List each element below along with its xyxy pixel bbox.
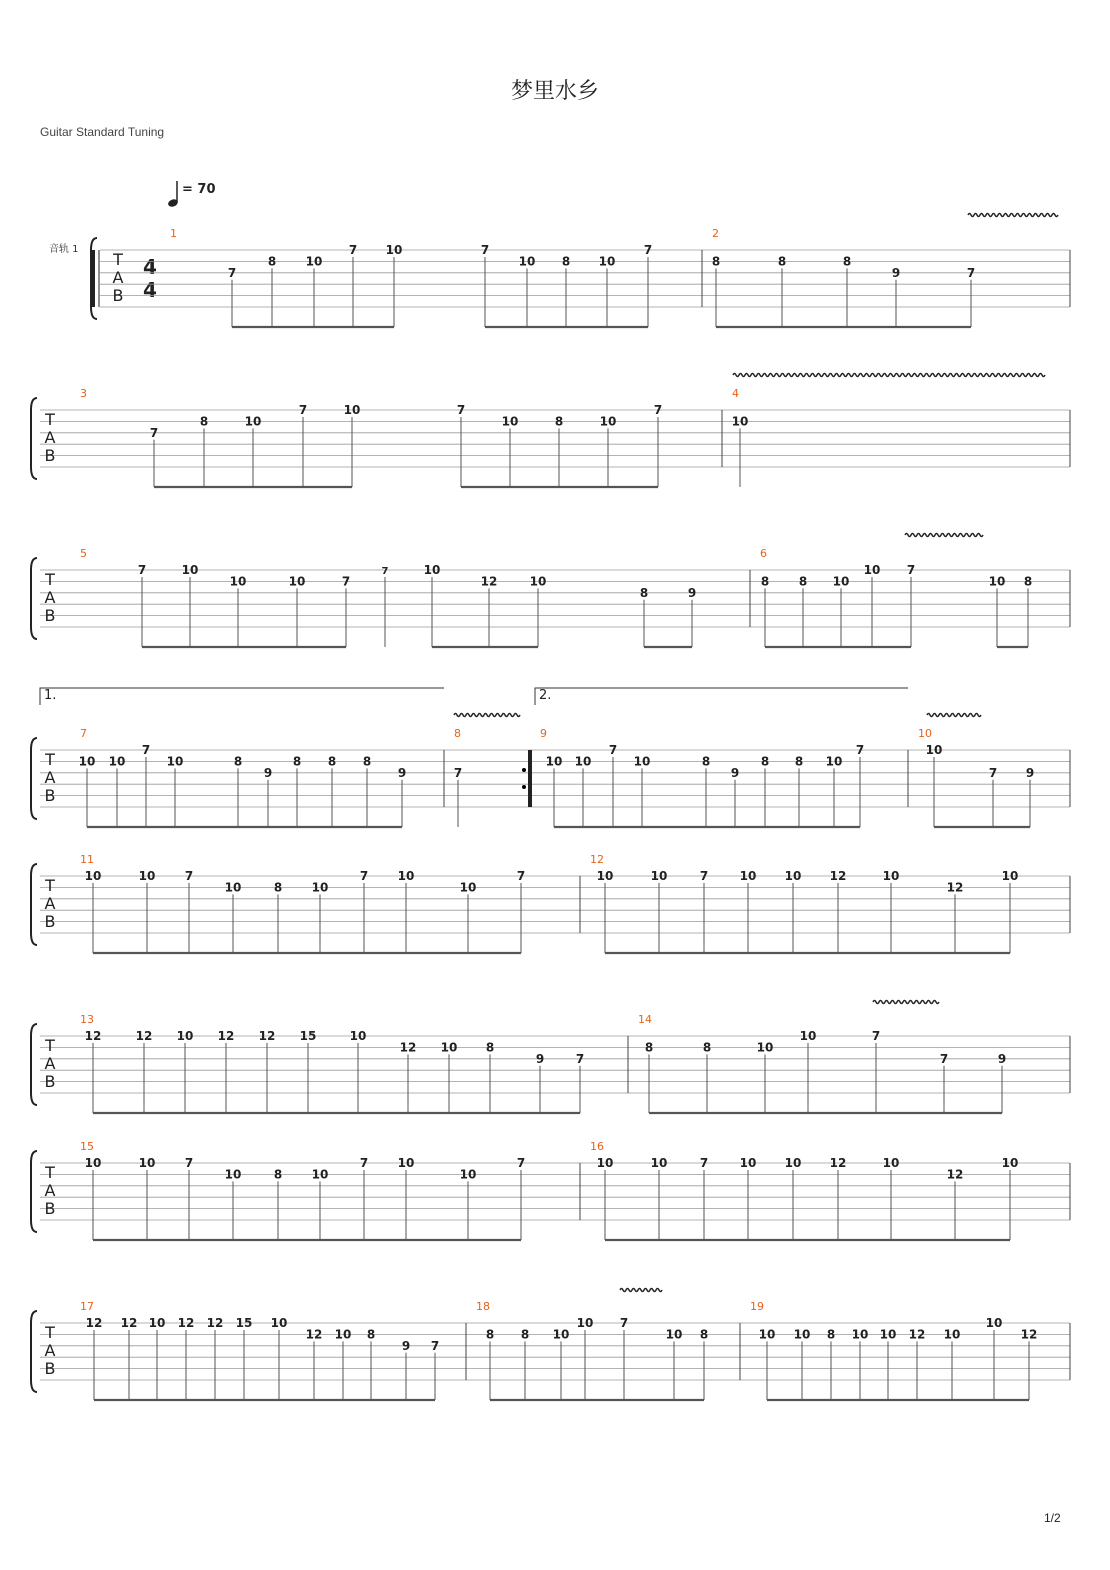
fret-number: 8 bbox=[292, 754, 302, 769]
fret-number: 10 bbox=[784, 1156, 802, 1170]
fret-number: 9 bbox=[730, 765, 740, 780]
fret-number: 10 bbox=[343, 403, 361, 417]
fret-number: 9 bbox=[687, 585, 697, 600]
fret-number: 10 bbox=[793, 1327, 811, 1342]
fret-number: 10 bbox=[825, 754, 843, 769]
fret-number: 7 bbox=[643, 243, 653, 257]
fret-number: 7 bbox=[184, 869, 194, 883]
fret-number: 7 bbox=[653, 403, 663, 417]
tab-clef-letter: T bbox=[45, 750, 55, 769]
tab-clef-letter: A bbox=[44, 428, 56, 447]
fret-number: 9 bbox=[891, 265, 901, 280]
fret-number: 10 bbox=[440, 1040, 458, 1055]
fret-number: 10 bbox=[799, 1029, 817, 1043]
tab-clef-letter: B bbox=[44, 1199, 56, 1218]
fret-number: 10 bbox=[176, 1029, 194, 1043]
fret-number: 7 bbox=[359, 869, 369, 883]
tab-clef-letter: A bbox=[44, 1054, 56, 1073]
vibrato-mark bbox=[733, 374, 1045, 377]
bar-number: 16 bbox=[590, 1140, 604, 1153]
vibrato-mark bbox=[905, 534, 983, 537]
bar-number: 2 bbox=[712, 227, 719, 240]
tab-clef-letter: A bbox=[44, 1181, 56, 1200]
fret-number: 8 bbox=[702, 1040, 712, 1055]
fret-number: 10 bbox=[985, 1316, 1003, 1330]
fret-number: 10 bbox=[397, 869, 415, 883]
page-number: 1/2 bbox=[1044, 1511, 1061, 1525]
fret-number: 10 bbox=[943, 1327, 961, 1342]
fret-number: 12 bbox=[908, 1327, 926, 1342]
tab-system bbox=[31, 727, 1070, 827]
fret-number: 10 bbox=[731, 414, 749, 429]
fret-number: 12 bbox=[217, 1029, 235, 1043]
fret-number: 12 bbox=[946, 880, 964, 895]
fret-number: 7 bbox=[149, 425, 159, 440]
fret-number: 10 bbox=[863, 563, 881, 577]
fret-number: 10 bbox=[739, 1156, 757, 1170]
fret-number: 8 bbox=[362, 754, 372, 769]
fret-number: 12 bbox=[399, 1040, 417, 1055]
system-bracket bbox=[31, 1024, 37, 1105]
tab-clef-letter: T bbox=[113, 250, 123, 269]
fret-number: 7 bbox=[699, 1156, 709, 1170]
fret-number: 7 bbox=[871, 1029, 881, 1043]
tab-system bbox=[31, 1300, 1070, 1400]
fret-number: 12 bbox=[85, 1316, 103, 1330]
fret-number: 8 bbox=[233, 754, 243, 769]
fret-number: 10 bbox=[224, 880, 242, 895]
bar-number: 11 bbox=[80, 853, 94, 866]
fret-number: 7 bbox=[137, 563, 147, 577]
fret-number: 10 bbox=[1001, 869, 1019, 883]
tab-system bbox=[31, 1013, 1070, 1113]
tab-clef-letter: B bbox=[112, 286, 124, 305]
fret-number: 8 bbox=[520, 1327, 530, 1342]
fret-number: 10 bbox=[423, 563, 441, 577]
tab-clef-letter: A bbox=[44, 768, 56, 787]
system-bracket bbox=[31, 738, 37, 819]
tab-system bbox=[31, 547, 1070, 647]
bar-number: 17 bbox=[80, 1300, 94, 1313]
fret-number: 8 bbox=[561, 254, 571, 269]
vibrato-mark bbox=[968, 214, 1058, 217]
fret-number: 12 bbox=[829, 869, 847, 883]
fret-number: 9 bbox=[401, 1338, 411, 1353]
system-bracket bbox=[31, 1151, 37, 1232]
fret-number: 10 bbox=[84, 869, 102, 883]
fret-number: 10 bbox=[988, 574, 1006, 589]
tab-clef-letter: A bbox=[112, 268, 124, 287]
tab-clef-letter: T bbox=[45, 570, 55, 589]
track-label: 音轨 1 bbox=[49, 244, 79, 255]
fret-number: 8 bbox=[798, 574, 808, 589]
tempo-marking bbox=[167, 181, 215, 208]
tab-clef-letter: T bbox=[45, 1323, 55, 1342]
tab-clef-letter: B bbox=[44, 1359, 56, 1378]
fret-number: 15 bbox=[235, 1316, 253, 1330]
fret-number: 12 bbox=[206, 1316, 224, 1330]
fret-number: 10 bbox=[758, 1327, 776, 1342]
fret-number: 7 bbox=[341, 574, 351, 589]
fret-number: 10 bbox=[166, 754, 184, 769]
fret-number: 8 bbox=[267, 254, 277, 269]
tab-clef-letter: T bbox=[45, 1036, 55, 1055]
tab-clef-letter: A bbox=[44, 894, 56, 913]
tab-clef-letter: B bbox=[44, 912, 56, 931]
fret-number: 7 bbox=[480, 243, 490, 257]
fret-number: 7 bbox=[619, 1316, 629, 1330]
fret-number: 12 bbox=[177, 1316, 195, 1330]
fret-number: 7 bbox=[227, 265, 237, 280]
fret-number: 12 bbox=[480, 574, 498, 589]
fret-number: 12 bbox=[258, 1029, 276, 1043]
bar-number: 3 bbox=[80, 387, 87, 400]
fret-number: 7 bbox=[453, 765, 463, 780]
fret-number: 10 bbox=[459, 880, 477, 895]
fret-number: 12 bbox=[305, 1327, 323, 1342]
vibrato-mark bbox=[454, 714, 520, 717]
fret-number: 7 bbox=[348, 243, 358, 257]
fret-number: 10 bbox=[288, 574, 306, 589]
fret-number: 7 bbox=[939, 1051, 949, 1066]
fret-number: 10 bbox=[305, 254, 323, 269]
fret-number: 10 bbox=[596, 1156, 614, 1170]
fret-number: 7 bbox=[855, 743, 865, 757]
fret-number: 12 bbox=[829, 1156, 847, 1170]
fret-number: 10 bbox=[574, 754, 592, 769]
volta-bracket bbox=[40, 688, 444, 705]
fret-number: 10 bbox=[576, 1316, 594, 1330]
bar-number: 18 bbox=[476, 1300, 490, 1313]
fret-number: 10 bbox=[650, 869, 668, 883]
tab-system bbox=[91, 227, 1070, 327]
fret-number: 10 bbox=[832, 574, 850, 589]
volta-bracket bbox=[535, 688, 908, 705]
fret-number: 8 bbox=[273, 1167, 283, 1182]
bar-number: 14 bbox=[638, 1013, 652, 1026]
time-signature-bottom: 4 bbox=[143, 278, 157, 302]
quarter-note-icon bbox=[167, 181, 179, 208]
fret-number: 8 bbox=[273, 880, 283, 895]
fret-number: 12 bbox=[946, 1167, 964, 1182]
fret-number: 10 bbox=[1001, 1156, 1019, 1170]
bar-number: 13 bbox=[80, 1013, 94, 1026]
bar-number: 15 bbox=[80, 1140, 94, 1153]
fret-number: 7 bbox=[516, 869, 526, 883]
fret-number: 8 bbox=[777, 254, 787, 269]
fret-number: 10 bbox=[665, 1327, 683, 1342]
system-bracket bbox=[31, 398, 37, 479]
fret-number: 7 bbox=[608, 743, 618, 757]
fret-number: 7 bbox=[430, 1338, 440, 1353]
tab-clef-letter: B bbox=[44, 606, 56, 625]
fret-number: 10 bbox=[851, 1327, 869, 1342]
bar-number: 8 bbox=[454, 727, 461, 740]
fret-number: 7 bbox=[988, 765, 998, 780]
volta-label: 1. bbox=[44, 688, 57, 703]
fret-number: 9 bbox=[535, 1051, 545, 1066]
fret-number: 10 bbox=[529, 574, 547, 589]
fret-number: 7 bbox=[906, 563, 916, 577]
fret-number: 7 bbox=[966, 265, 976, 280]
fret-number: 10 bbox=[882, 869, 900, 883]
fret-number: 10 bbox=[882, 1156, 900, 1170]
tab-clef-letter: B bbox=[44, 786, 56, 805]
volta-label: 2. bbox=[539, 688, 552, 703]
tab-clef-letter: B bbox=[44, 1072, 56, 1091]
fret-number: 12 bbox=[1020, 1327, 1038, 1342]
fret-number: 10 bbox=[518, 254, 536, 269]
time-signature-top: 4 bbox=[143, 255, 157, 279]
system-bracket bbox=[31, 558, 37, 639]
fret-number: 8 bbox=[644, 1040, 654, 1055]
tab-clef-letter: T bbox=[45, 1163, 55, 1182]
bar-number: 7 bbox=[80, 727, 87, 740]
fret-number: 10 bbox=[385, 243, 403, 257]
fret-number: 7 bbox=[381, 566, 389, 577]
tab-system bbox=[31, 387, 1070, 487]
tab-clef-letter: B bbox=[44, 446, 56, 465]
fret-number: 7 bbox=[359, 1156, 369, 1170]
fret-number: 8 bbox=[485, 1040, 495, 1055]
bar-number: 19 bbox=[750, 1300, 764, 1313]
fret-number: 10 bbox=[138, 869, 156, 883]
tab-system bbox=[31, 853, 1070, 953]
fret-number: 10 bbox=[756, 1040, 774, 1055]
fret-number: 7 bbox=[298, 403, 308, 417]
bar-number: 5 bbox=[80, 547, 87, 560]
fret-number: 10 bbox=[552, 1327, 570, 1342]
vibrato-mark bbox=[927, 714, 981, 717]
vibrato-mark bbox=[873, 1001, 939, 1004]
fret-number: 8 bbox=[760, 754, 770, 769]
fret-number: 7 bbox=[184, 1156, 194, 1170]
fret-number: 10 bbox=[108, 754, 126, 769]
fret-number: 10 bbox=[879, 1327, 897, 1342]
fret-number: 10 bbox=[459, 1167, 477, 1182]
fret-number: 8 bbox=[366, 1327, 376, 1342]
fret-number: 10 bbox=[229, 574, 247, 589]
fret-number: 8 bbox=[794, 754, 804, 769]
tab-clef-letter: A bbox=[44, 1341, 56, 1360]
fret-number: 10 bbox=[270, 1316, 288, 1330]
fret-number: 10 bbox=[334, 1327, 352, 1342]
fret-number: 10 bbox=[349, 1029, 367, 1043]
fret-number: 8 bbox=[554, 414, 564, 429]
fret-number: 10 bbox=[633, 754, 651, 769]
fret-number: 8 bbox=[327, 754, 337, 769]
fret-number: 7 bbox=[456, 403, 466, 417]
fret-number: 10 bbox=[501, 414, 519, 429]
bar-number: 9 bbox=[540, 727, 547, 740]
system-bracket bbox=[31, 864, 37, 945]
fret-number: 8 bbox=[760, 574, 770, 589]
fret-number: 10 bbox=[596, 869, 614, 883]
fret-number: 10 bbox=[78, 754, 96, 769]
fret-number: 10 bbox=[784, 869, 802, 883]
system-bracket bbox=[31, 1311, 37, 1392]
fret-number: 8 bbox=[1023, 574, 1033, 589]
fret-number: 8 bbox=[826, 1327, 836, 1342]
fret-number: 8 bbox=[485, 1327, 495, 1342]
fret-number: 8 bbox=[842, 254, 852, 269]
bar-number: 12 bbox=[590, 853, 604, 866]
fret-number: 10 bbox=[599, 414, 617, 429]
fret-number: 8 bbox=[699, 1327, 709, 1342]
score-title: 梦里水乡 bbox=[510, 79, 599, 104]
fret-number: 12 bbox=[120, 1316, 138, 1330]
fret-number: 7 bbox=[575, 1051, 585, 1066]
fret-number: 9 bbox=[263, 765, 273, 780]
fret-number: 10 bbox=[925, 743, 943, 757]
fret-number: 12 bbox=[84, 1029, 102, 1043]
fret-number: 15 bbox=[299, 1029, 317, 1043]
fret-number: 10 bbox=[311, 1167, 329, 1182]
tab-clef-letter: T bbox=[45, 410, 55, 429]
fret-number: 8 bbox=[639, 585, 649, 600]
fret-number: 10 bbox=[84, 1156, 102, 1170]
fret-number: 10 bbox=[397, 1156, 415, 1170]
fret-number: 10 bbox=[545, 754, 563, 769]
bar-number: 4 bbox=[732, 387, 739, 400]
fret-number: 10 bbox=[244, 414, 262, 429]
repeat-dot bbox=[522, 768, 526, 772]
tab-system bbox=[31, 1140, 1070, 1240]
fret-number: 8 bbox=[199, 414, 209, 429]
fret-number: 9 bbox=[1025, 765, 1035, 780]
fret-number: 10 bbox=[224, 1167, 242, 1182]
bar-number: 6 bbox=[760, 547, 767, 560]
fret-number: 10 bbox=[650, 1156, 668, 1170]
fret-number: 10 bbox=[181, 563, 199, 577]
tempo-text: = 70 bbox=[182, 182, 216, 197]
vibrato-mark bbox=[620, 1289, 662, 1292]
fret-number: 10 bbox=[138, 1156, 156, 1170]
fret-number: 7 bbox=[516, 1156, 526, 1170]
tuning-label: Guitar Standard Tuning bbox=[40, 125, 165, 139]
fret-number: 9 bbox=[997, 1051, 1007, 1066]
fret-number: 8 bbox=[701, 754, 711, 769]
tab-clef-letter: T bbox=[45, 876, 55, 895]
fret-number: 12 bbox=[135, 1029, 153, 1043]
bar-number: 10 bbox=[918, 727, 932, 740]
fret-number: 7 bbox=[699, 869, 709, 883]
fret-number: 7 bbox=[141, 743, 151, 757]
fret-number: 10 bbox=[311, 880, 329, 895]
fret-number: 10 bbox=[739, 869, 757, 883]
tab-clef-letter: A bbox=[44, 588, 56, 607]
fret-number: 8 bbox=[711, 254, 721, 269]
fret-number: 9 bbox=[397, 765, 407, 780]
bar-number: 1 bbox=[170, 227, 177, 240]
fret-number: 10 bbox=[148, 1316, 166, 1330]
fret-number: 10 bbox=[598, 254, 616, 269]
repeat-dot bbox=[522, 785, 526, 789]
